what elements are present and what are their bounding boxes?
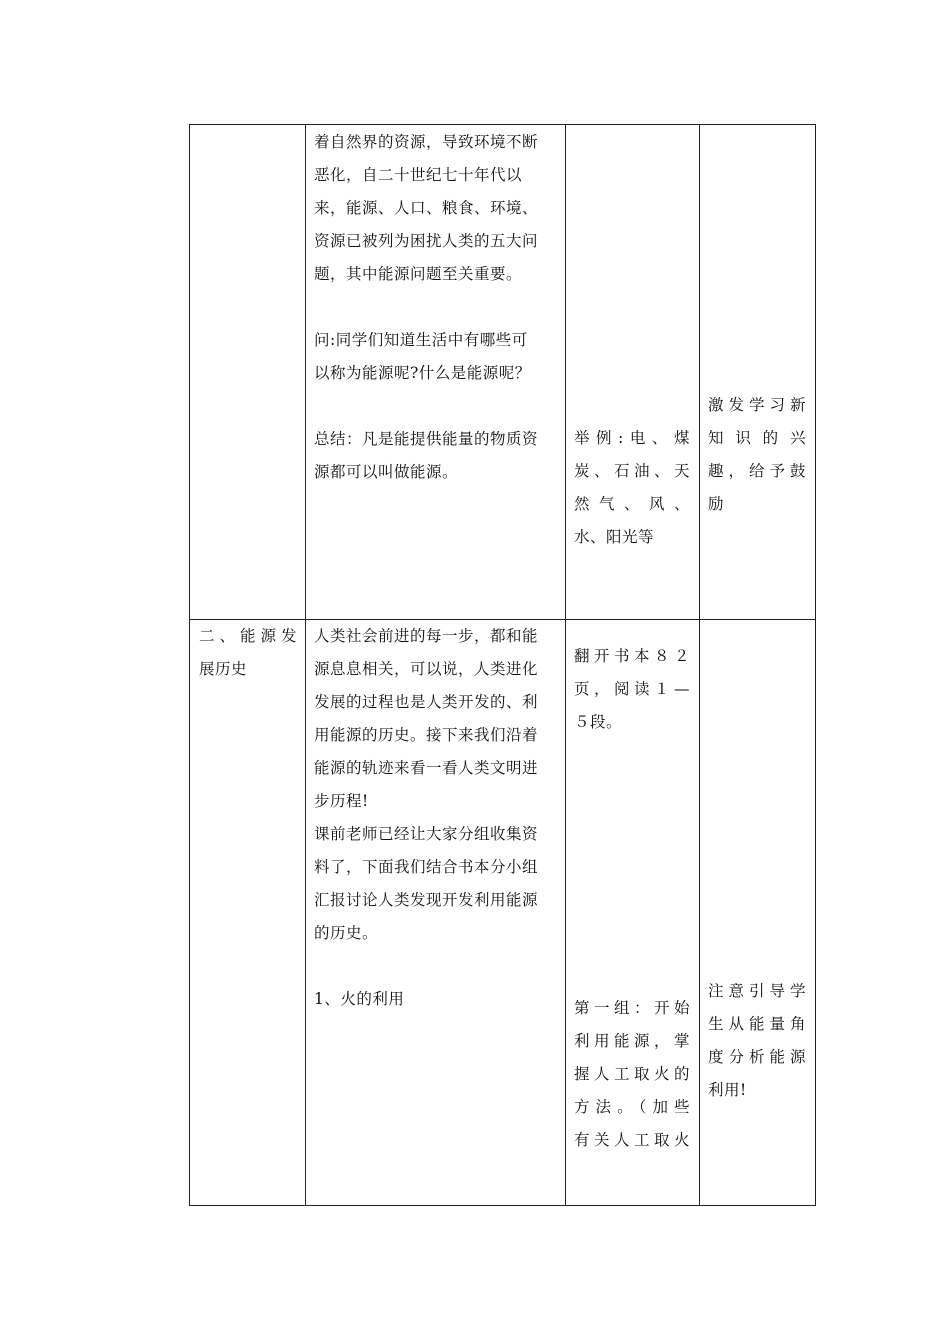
- row2-para1-line: 用能源的历史。接下来我们沿着: [314, 726, 539, 744]
- column-divider-3: [699, 125, 700, 1205]
- row2-content-cell: [314, 620, 558, 1016]
- column-divider-1: [305, 125, 306, 1205]
- row1-intent-line: 知识的兴: [708, 429, 806, 447]
- row1-content-cell: [314, 126, 558, 489]
- row2-para1-line: 发展的过程也是人类开发的、利: [314, 693, 539, 711]
- row2-activity-a-line: 翻开书本８２: [574, 647, 690, 665]
- row2-intent-line: 利用!: [708, 1081, 747, 1099]
- row1-student-activity-cell: [574, 422, 690, 554]
- row1-para3-line: 源都可以叫做能源。: [314, 463, 459, 481]
- row2-para1-line: 能源的轨迹来看一看人类文明进: [314, 759, 539, 777]
- row2-para1-line: 源息息相关，可以说，人类进化: [314, 660, 539, 678]
- row2-para2-line: 料了，下面我们结合书本分小组: [314, 858, 539, 876]
- row2-activity-a-line: ５段。: [574, 713, 623, 731]
- row2-activity-b-line: 有关人工取火: [574, 1131, 690, 1149]
- row1-para1-line: 资源已被列为困扰人类的五大问: [314, 232, 539, 250]
- row2-item-1: 1、火的利用: [314, 990, 405, 1008]
- row2-student-activity-a-cell: [574, 640, 690, 739]
- row1-intent-line: 激发学习新: [708, 396, 806, 414]
- row2-section-label-cell: [199, 620, 297, 686]
- row2-intent-line: 注意引导学: [708, 982, 806, 1000]
- row1-para2-line: 以称为能源呢?什么是能源呢？: [314, 364, 531, 382]
- row2-activity-a-line: 页，阅读１—: [574, 680, 690, 698]
- column-divider-2: [565, 125, 566, 1205]
- row1-para3-line: 总结：凡是能提供能量的物质资: [314, 430, 539, 448]
- row2-activity-b-line: 握人工取火的: [574, 1065, 690, 1083]
- row1-intent-line: 励: [708, 495, 725, 513]
- row1-para1-line: 来，能源、人口、粮食、环境、: [314, 199, 539, 217]
- row2-intent-line: 度分析能源: [708, 1048, 806, 1066]
- row1-intent-line: 趣，给予鼓: [708, 462, 806, 480]
- row1-para2-line: 问:同学们知道生活中有哪些可: [314, 331, 528, 349]
- row1-para1-line: 题，其中能源问题至关重要。: [314, 265, 523, 283]
- section-label-line: 展历史: [199, 660, 248, 678]
- row1-activity-line: 举例:电、煤: [574, 429, 690, 447]
- lesson-plan-table: [189, 124, 816, 1206]
- row1-activity-line: 炭、石油、天: [574, 462, 690, 480]
- row2-para1-line: 步历程!: [314, 792, 369, 810]
- row2-para1-line: 人类社会前进的每一步，都和能: [314, 627, 539, 645]
- row2-design-intent-cell: [708, 975, 806, 1107]
- row2-student-activity-b-cell: [574, 992, 690, 1157]
- row2-intent-line: 生从能量角: [708, 1015, 806, 1033]
- row1-activity-line: 水、阳光等: [574, 528, 655, 546]
- section-label-line: 二、能源发: [199, 627, 297, 645]
- row2-para2-line: 课前老师已经让大家分组收集资: [314, 825, 539, 843]
- row1-activity-line: 然气、风、: [574, 495, 690, 513]
- row2-activity-b-line: 方法。（加些: [574, 1098, 690, 1116]
- row1-para1-line: 恶化，自二十世纪七十年代以: [314, 166, 523, 184]
- row2-activity-b-line: 第一组：开始: [574, 999, 690, 1017]
- row2-activity-b-line: 利用能源，掌: [574, 1032, 690, 1050]
- row2-para2-line: 的历史。: [314, 924, 379, 942]
- row1-design-intent-cell: [708, 389, 806, 521]
- row2-para2-line: 汇报讨论人类发现开发利用能源: [314, 891, 539, 909]
- row1-para1-line: 着自然界的资源，导致环境不断: [314, 133, 539, 151]
